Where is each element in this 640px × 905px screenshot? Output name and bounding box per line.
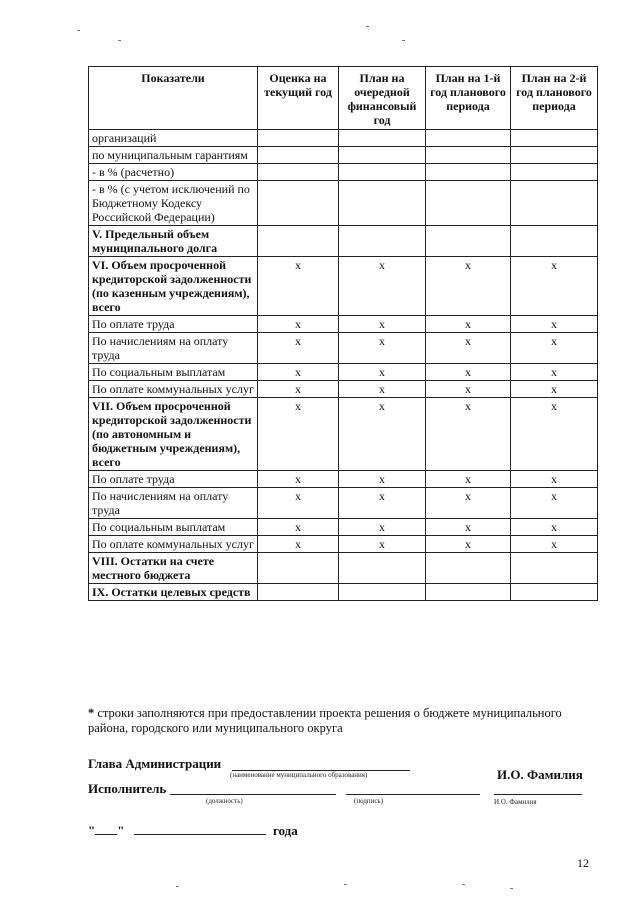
header-plan-year-1: План на 1-й год планового периода [426, 67, 511, 130]
value-cell [426, 147, 511, 164]
value-cell: x [339, 257, 426, 316]
value-cell: x [258, 471, 339, 488]
value-cell: x [511, 316, 598, 333]
scan-speck [344, 884, 347, 885]
value-cell [258, 226, 339, 257]
value-cell [426, 181, 511, 226]
value-cell [258, 164, 339, 181]
value-cell: x [511, 381, 598, 398]
table-row [89, 147, 598, 164]
indicator-cell: VI. Объем просроченной кредиторской задолженности (по казенным учреждениям), всего [89, 257, 258, 316]
day-blank [95, 822, 117, 835]
table-row [89, 333, 598, 364]
value-cell: x [258, 381, 339, 398]
value-cell: x [339, 536, 426, 553]
table-row [89, 398, 598, 471]
value-cell: x [258, 257, 339, 316]
value-cell [258, 181, 339, 226]
date-quote-close: " [117, 823, 125, 838]
value-cell [426, 164, 511, 181]
table-row [89, 257, 598, 316]
indicator-cell: IX. Остатки целевых средств [89, 584, 258, 601]
date-row [88, 822, 298, 839]
value-cell: x [258, 519, 339, 536]
value-cell: x [339, 519, 426, 536]
municipality-name-caption: (наименование муниципального образования) [230, 771, 368, 779]
value-cell: x [258, 398, 339, 471]
table-row [89, 364, 598, 381]
value-cell: x [511, 519, 598, 536]
executor-label: Исполнитель [88, 781, 167, 796]
table-row [89, 164, 598, 181]
value-cell: x [339, 364, 426, 381]
table-row [89, 536, 598, 553]
value-cell [258, 147, 339, 164]
value-cell [258, 553, 339, 584]
value-cell [339, 553, 426, 584]
value-cell: x [426, 257, 511, 316]
value-cell [426, 584, 511, 601]
value-cell: x [426, 488, 511, 519]
header-plan-year-2: План на 2-й год планового периода [511, 67, 598, 130]
header-indicators: Показатели [89, 67, 258, 130]
value-cell: x [258, 333, 339, 364]
value-cell: x [426, 519, 511, 536]
table-row [89, 553, 598, 584]
value-cell: x [258, 316, 339, 333]
value-cell: x [511, 536, 598, 553]
value-cell: x [258, 488, 339, 519]
table-row [89, 584, 598, 601]
signature-line [346, 794, 480, 795]
value-cell: x [426, 471, 511, 488]
indicator-cell: организаций [89, 130, 258, 147]
value-cell [426, 226, 511, 257]
budget-indicators-table [88, 66, 598, 601]
value-cell: x [511, 364, 598, 381]
value-cell: x [258, 364, 339, 381]
table-row [89, 226, 598, 257]
value-cell [339, 181, 426, 226]
indicator-cell: VIII. Остатки на счете местного бюджета [89, 553, 258, 584]
footnote-marker: * [88, 706, 95, 720]
value-cell [511, 584, 598, 601]
value-cell [339, 164, 426, 181]
table-row [89, 130, 598, 147]
table-row [89, 471, 598, 488]
value-cell: x [339, 381, 426, 398]
indicator-cell: По социальным выплатам [89, 364, 258, 381]
value-cell [511, 553, 598, 584]
indicator-cell: По социальным выплатам [89, 519, 258, 536]
value-cell: x [426, 333, 511, 364]
scan-speck [118, 40, 121, 41]
value-cell: x [426, 364, 511, 381]
indicator-cell: по муниципальным гарантиям [89, 147, 258, 164]
footnote-text: строки заполняются при предоставлении проекта решения о бюджете муниципального района, городского или муниципального округа [88, 706, 562, 735]
indicator-cell: По оплате коммунальных услуг [89, 381, 258, 398]
indicator-cell: По начислениям на оплату труда [89, 333, 258, 364]
name-line [494, 794, 582, 795]
scan-speck [176, 886, 179, 887]
position-caption: (должность) [206, 797, 243, 805]
value-cell: x [511, 257, 598, 316]
header-current-year-estimate: Оценка на текущий год [258, 67, 339, 130]
value-cell [339, 226, 426, 257]
value-cell: x [339, 316, 426, 333]
scan-speck [366, 26, 369, 27]
value-cell [426, 553, 511, 584]
value-cell: x [339, 488, 426, 519]
value-cell: x [511, 488, 598, 519]
value-cell [511, 130, 598, 147]
value-cell: x [426, 398, 511, 471]
head-full-name: И.О. Фамилия [497, 767, 583, 782]
indicator-cell: - в % (с учетом исключений по Бюджетному Кодексу Российской Федерации) [89, 181, 258, 226]
value-cell [511, 147, 598, 164]
value-cell [511, 226, 598, 257]
page-number: 12 [577, 856, 589, 870]
scan-speck [402, 40, 405, 41]
value-cell: x [511, 471, 598, 488]
indicator-cell: По оплате труда [89, 316, 258, 333]
indicator-cell: VII. Объем просроченной кредиторской задолженности (по автономным и бюджетным учреждениям), всего [89, 398, 258, 471]
value-cell [258, 584, 339, 601]
value-cell: x [339, 333, 426, 364]
table-row [89, 488, 598, 519]
table-row [89, 381, 598, 398]
indicator-cell: По оплате коммунальных услуг [89, 536, 258, 553]
table-header-row [89, 67, 598, 130]
value-cell [258, 130, 339, 147]
value-cell: x [426, 381, 511, 398]
scan-speck [462, 884, 465, 885]
value-cell: x [339, 398, 426, 471]
value-cell [339, 130, 426, 147]
value-cell [339, 147, 426, 164]
indicator-cell: - в % (расчетно) [89, 164, 258, 181]
value-cell [511, 164, 598, 181]
footnote [88, 706, 598, 736]
value-cell [511, 181, 598, 226]
header-next-fiscal-year-plan: План на очередной финансовый год [339, 67, 426, 130]
value-cell [339, 584, 426, 601]
scan-speck [510, 888, 513, 889]
indicator-cell: V. Предельный объем муниципального долга [89, 226, 258, 257]
value-cell: x [511, 333, 598, 364]
scan-speck [77, 30, 80, 31]
indicator-cell: По оплате труда [89, 471, 258, 488]
signature-caption: (подпись) [354, 797, 384, 805]
value-cell: x [426, 536, 511, 553]
year-label: года [272, 823, 298, 838]
indicator-cell: По начислениям на оплату труда [89, 488, 258, 519]
date-quote-open: " [88, 823, 96, 838]
value-cell: x [258, 536, 339, 553]
table-body [89, 130, 598, 601]
table-row [89, 519, 598, 536]
name-caption: И.О. Фамилия [494, 798, 537, 806]
month-blank [134, 822, 266, 835]
value-cell: x [511, 398, 598, 471]
value-cell: x [426, 316, 511, 333]
head-of-administration-label: Глава Администрации [88, 756, 222, 771]
position-line [170, 794, 336, 795]
table-row [89, 181, 598, 226]
table-row [89, 316, 598, 333]
value-cell [426, 130, 511, 147]
value-cell: x [339, 471, 426, 488]
